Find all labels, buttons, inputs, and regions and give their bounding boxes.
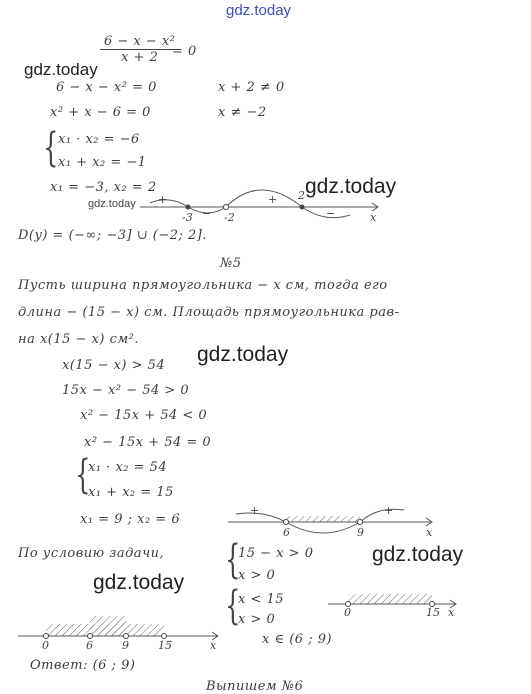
- sign-label: −: [326, 207, 336, 220]
- roots: x₁ = −3, x₂ = 2: [50, 180, 157, 195]
- system-line: x > 0: [238, 612, 276, 627]
- text-line: длина − (15 − x) см. Площадь прямоугольника рав-: [18, 305, 400, 320]
- fraction: [100, 34, 179, 65]
- system-brace: {: [43, 125, 59, 171]
- point-label: -3: [182, 211, 193, 224]
- axis-label: x: [210, 639, 217, 652]
- sign-label: +: [384, 504, 394, 517]
- number-line-4: [18, 616, 228, 656]
- roots: x₁ = 9 ; x₂ = 6: [80, 512, 181, 527]
- fraction-denominator: x + 2: [121, 50, 159, 65]
- point-label: 9: [357, 526, 364, 539]
- next-problem-cut: Выпишем №6: [206, 679, 304, 694]
- system-brace: {: [225, 583, 241, 629]
- system-line: 15 − x > 0: [238, 546, 314, 561]
- axis-label: x: [370, 211, 377, 224]
- condition: x + 2 ≠ 0: [218, 80, 285, 95]
- system-line: x < 15: [238, 592, 285, 607]
- point-label: -2: [224, 211, 235, 224]
- point-label: 0: [42, 639, 49, 652]
- condition-text: По условию задачи,: [18, 546, 165, 561]
- sign-label: +: [250, 504, 260, 517]
- fraction-numerator: 6 − x − x²: [100, 34, 179, 50]
- equation: 6 − x − x² = 0: [56, 80, 157, 95]
- inequality: x(15 − x) > 54: [62, 358, 166, 373]
- point-label: 9: [122, 639, 129, 652]
- inequality: 15x − x² − 54 > 0: [62, 383, 190, 398]
- result: x ∈ (6 ; 9): [262, 632, 333, 647]
- watermark-top: gdz.today: [226, 2, 292, 19]
- system-brace: {: [75, 452, 91, 498]
- problem-number: №5: [220, 256, 242, 271]
- number-line-3: [328, 586, 463, 620]
- text-line: на x(15 − x) см².: [18, 332, 139, 347]
- text-line: Пусть ширина прямоугольника − x см, тогда его: [18, 278, 388, 293]
- system-brace: {: [225, 537, 241, 583]
- domain-answer: D(y) = (−∞; −3] ∪ (−2; 2].: [18, 228, 207, 243]
- inequality: x² − 15x + 54 < 0: [80, 408, 208, 423]
- system-line: x > 0: [238, 568, 276, 583]
- system-line: x₁ + x₂ = 15: [88, 485, 174, 500]
- condition: x ≠ −2: [218, 105, 267, 120]
- sign-label: +: [268, 193, 278, 206]
- sign-label: −: [202, 207, 212, 220]
- number-line-2: [228, 500, 438, 540]
- system-line: x₁ + x₂ = −1: [58, 155, 147, 170]
- axis-label: x: [426, 526, 433, 539]
- watermark: gdz.today: [197, 343, 289, 366]
- answer: Ответ: (6 ; 9): [30, 658, 136, 673]
- watermark: gdz.today: [305, 175, 397, 198]
- sign-label: +: [158, 193, 168, 206]
- watermark: gdz.today: [372, 543, 464, 566]
- point-label: 0: [344, 606, 351, 619]
- system-line: x₁ · x₂ = −6: [58, 132, 140, 147]
- point-label: 15: [158, 639, 172, 652]
- system-line: x₁ · x₂ = 54: [88, 460, 168, 475]
- equation: x² + x − 6 = 0: [50, 105, 151, 120]
- watermark: gdz.today: [93, 571, 185, 594]
- equation: x² − 15x + 54 = 0: [84, 435, 212, 450]
- point-label: 6: [86, 639, 93, 652]
- watermark: gdz.today: [24, 60, 98, 79]
- watermark: gdz.today: [88, 198, 136, 210]
- axis-label: x: [448, 606, 455, 619]
- point-label: 6: [283, 526, 290, 539]
- point-label: 2: [298, 189, 305, 202]
- point-label: 15: [426, 606, 440, 619]
- number-line-1: [140, 185, 390, 225]
- fraction-rhs: = 0: [172, 44, 197, 59]
